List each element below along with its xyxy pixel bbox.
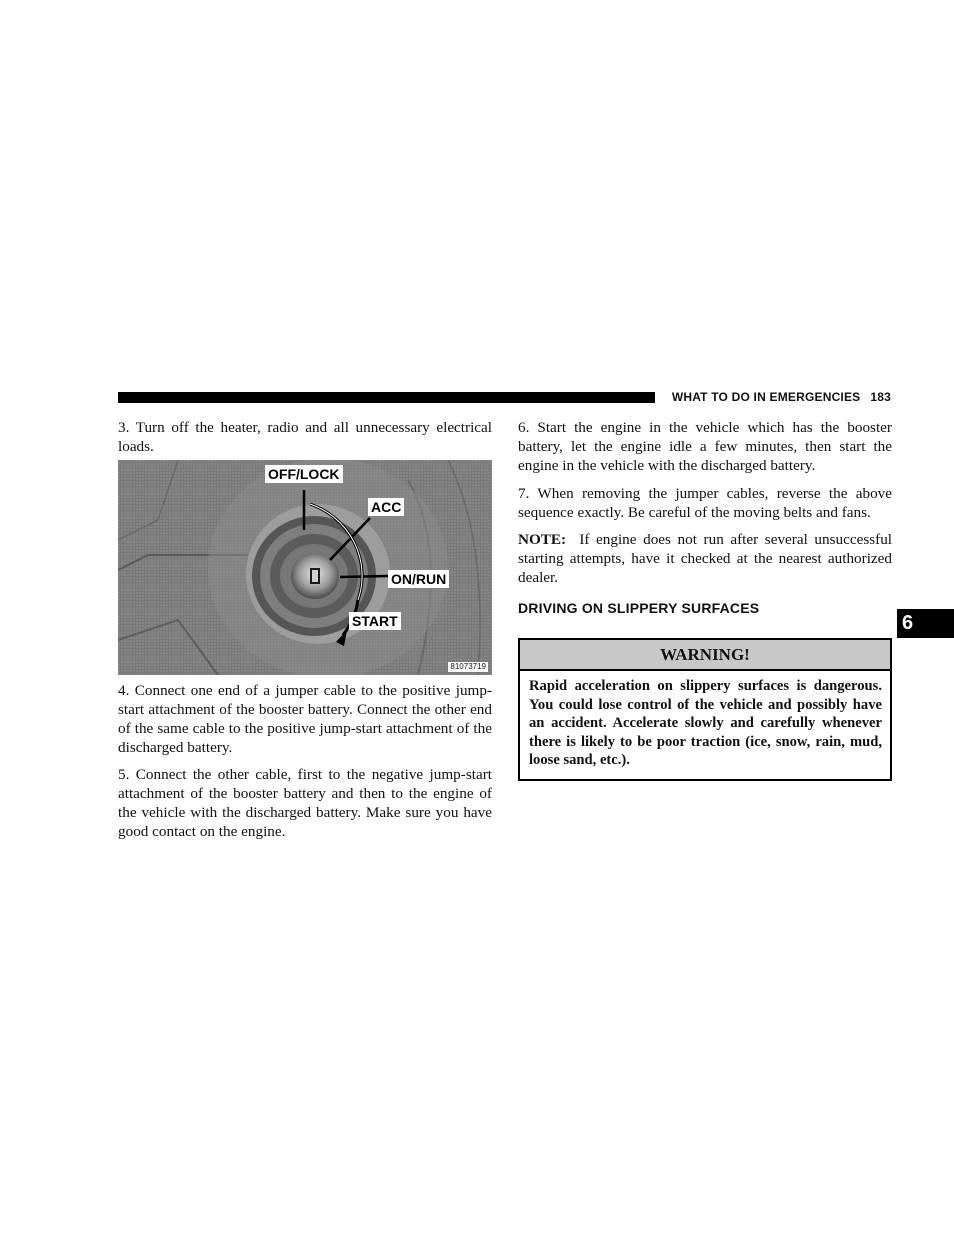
acc-label: ACC [368, 498, 404, 516]
ignition-switch-figure [118, 460, 492, 675]
note-label: NOTE: [518, 531, 567, 548]
header-rule [118, 392, 655, 403]
step-7-text: 7. When removing the jumper cables, reverse the above sequence exactly. Be careful of the moving belts and fans. [518, 485, 892, 521]
on-run-label: ON/RUN [388, 570, 449, 588]
step-3-text: 3. Turn off the heater, radio and all unnecessary electrical loads. [118, 419, 492, 455]
section-heading: DRIVING ON SLIPPERY SURFACES [518, 600, 760, 616]
section-title: WHAT TO DO IN EMERGENCIES [671, 390, 861, 404]
warning-box [518, 638, 892, 781]
step-7 [518, 484, 892, 522]
step-6-text: 6. Start the engine in the vehicle which has the booster battery, let the engine idle a few minutes, then start the engine in the vehicle with the discharged battery. [518, 419, 892, 474]
page-header [672, 390, 891, 404]
step-5 [118, 765, 492, 841]
warning-title: WARNING! [520, 640, 890, 671]
chapter-tab: 6 [897, 609, 954, 638]
step-5-text: 5. Connect the other cable, first to the negative jump-start attachment of the booster battery and then to the engine of the vehicle with the discharged battery. Make sure you have good contact on the engine. [118, 766, 492, 840]
step-6 [518, 418, 892, 475]
step-4-text: 4. Connect one end of a jumper cable to the positive jump-start attachment of the booster battery. Connect the other end of the same cable to the positive jump-start attachment of the discharged battery. [118, 682, 492, 756]
start-label: START [349, 612, 401, 630]
page-number: 183 [870, 390, 891, 404]
figure-code: 81073719 [450, 662, 486, 671]
ignition-illustration [118, 460, 492, 675]
warning-body: Rapid acceleration on slippery surfaces is dangerous. You could lose control of the vehicle and possibly have an accident. Accelerate slowly and carefully whenever there is likely to be poor traction (ice, snow, rain, mud, loose sand, etc.). [529, 678, 882, 769]
note [518, 530, 892, 587]
off-lock-label: OFF/LOCK [265, 465, 343, 483]
step-3 [118, 418, 492, 456]
step-4 [118, 681, 492, 757]
note-text: If engine does not run after several unsuccessful starting attempts, have it checked at the nearest authorized dealer. [518, 531, 893, 586]
